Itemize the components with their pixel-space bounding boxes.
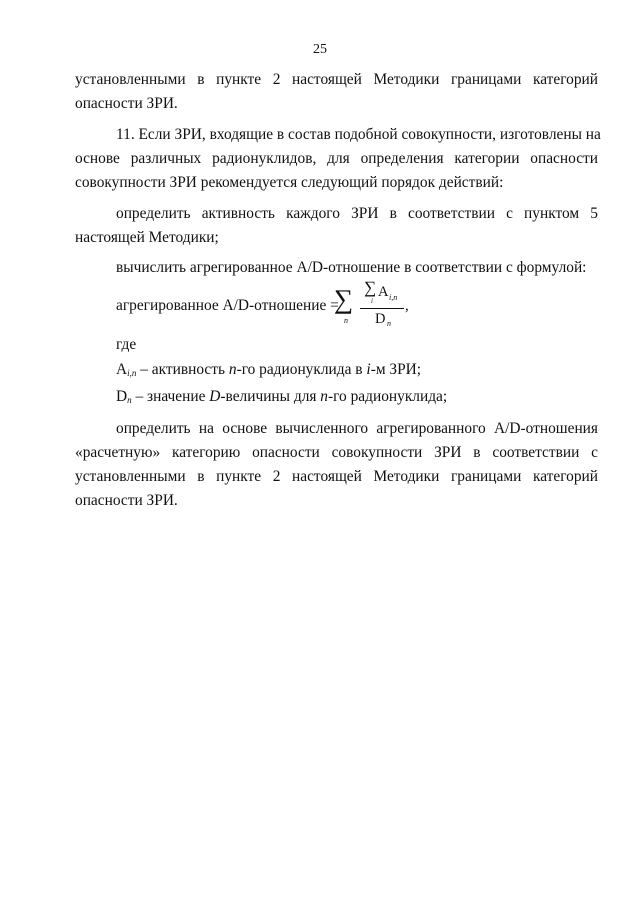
formula-label: агрегированное A/D-отношение = [116, 297, 339, 314]
sum-index: n [344, 316, 348, 325]
numerator-symbol: A [378, 284, 389, 300]
paragraph-line: 11. Если ЗРИ, входящие в состав подобной совокупности, изготовлены на [116, 126, 601, 143]
def-d-text: -величины для [220, 388, 321, 405]
def-a-text: – активность [136, 361, 229, 378]
numerator-subscript: i,n [389, 293, 398, 302]
def-a-subscript: i,n [127, 368, 137, 378]
paragraph-line: «расчетную» категорию опасности совокупности ЗРИ в соответствии с [75, 444, 598, 461]
formula-comma: , [405, 298, 409, 314]
paragraph-line: определить на основе вычисленного агрегированного A/D-отношения [116, 420, 598, 437]
def-d-symbol: D [116, 388, 128, 405]
def-d-var-d: D [209, 388, 221, 405]
def-d-text: – значение [131, 388, 210, 405]
def-a-text: -м ЗРИ; [370, 361, 422, 378]
sum-symbol: ∑ [334, 284, 354, 314]
page-number: 25 [313, 42, 327, 57]
definition-d [116, 388, 447, 406]
def-d-var-n: n [320, 388, 328, 405]
paragraph-line: основе различных радионуклидов, для определения категории опасности [75, 150, 598, 167]
paragraph-line: настоящей Методики; [75, 229, 219, 246]
def-a-symbol: A [116, 361, 128, 378]
denominator-symbol: D [375, 311, 386, 327]
paragraph-line: установленными в пункте 2 настоящей Методики границами категорий [75, 71, 598, 88]
numerator-sum-index: i [371, 297, 373, 305]
paragraph-line: опасности ЗРИ. [75, 492, 178, 509]
def-a-var-i: i [366, 361, 371, 378]
paragraph-line: вычислить агрегированное A/D-отношение в соответствии с формулой: [116, 259, 587, 276]
def-d-subscript: n [127, 395, 132, 405]
def-a-var-n: n [228, 361, 237, 378]
def-d-text: -го радионуклида; [328, 388, 448, 405]
paragraph-line: установленными в пункте 2 настоящей Методики границами категорий [75, 468, 598, 485]
fraction-bar [360, 308, 404, 309]
paragraph-line: совокупности ЗРИ рекомендуется следующий порядок действий: [75, 174, 504, 191]
definition-a [116, 361, 421, 379]
formula-fraction [360, 278, 416, 330]
paragraph-line: опасности ЗРИ. [75, 95, 178, 112]
def-a-text: -го радионуклида в [236, 361, 367, 378]
where-label: где [116, 336, 137, 353]
denominator-subscript: n [387, 319, 391, 328]
paragraph-line: определить активность каждого ЗРИ в соответствии с пунктом 5 [116, 205, 598, 222]
numerator-sum-symbol: ∑ [364, 278, 377, 297]
